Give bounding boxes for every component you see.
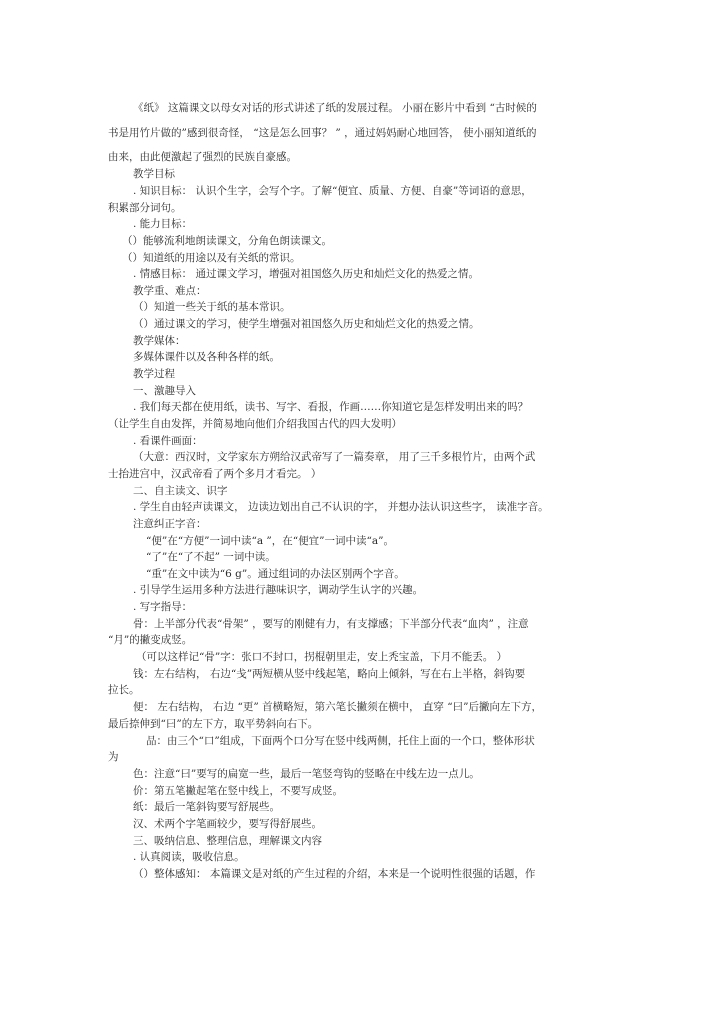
text-line: 士抬进宫中，汉武帝看了两个多月才看完。 ） [108, 468, 322, 480]
text-line: （让学生自由发挥，并简易地向他们介绍我国古代的四大发明） [108, 418, 402, 430]
text-line: . 情感目标： 通过课文学习，增强对祖国悠久历史和灿烂文化的热爱之情。 [133, 268, 480, 280]
text-line: 价：第五笔撇起笔在竖中线上，不要写成竖。 [133, 785, 343, 797]
text-line: . 引导学生运用多种方法进行趣味识字，调动学生认字的兴趣。 [133, 584, 424, 596]
text-line: 二、自主读文、识字 [133, 485, 228, 497]
text-line: “便”在“方便”一词中读“a ”，在“便宜”一词中读“a”。 [146, 535, 395, 547]
text-line: 三、吸纳信息、整理信息，理解课文内容 [133, 835, 322, 847]
text-line: （）通过课文的学习，使学生增强对祖国悠久历史和灿烂文化的热爱之情。 [133, 318, 480, 330]
text-line: . 能力目标： [133, 218, 193, 230]
text-line: 纸：最后一笔斜钩要写舒展些。 [133, 801, 280, 813]
text-line: 积累部分词句。 [108, 202, 182, 214]
text-line: （）能够流利地朗读课文，分角色朗读课文。 [122, 235, 332, 247]
text-line: . 写字指导： [133, 601, 193, 613]
text-line: 教学目标 [133, 168, 175, 180]
text-line: . 我们每天都在使用纸，读书、写字、看报，作画……你知道它是怎样发明出来的吗？ [133, 401, 529, 413]
text-line: 教学过程 [133, 368, 175, 380]
text-line: （）整体感知： 本篇课文是对纸的产生过程的介绍，本来是一个说明性很强的话题，作 [133, 868, 536, 880]
text-line: （大意：西汉时，文学家东方朔给汉武帝写了一篇奏章， 用了三千多根竹片，由两个武 [133, 451, 536, 463]
text-line: 最后捺伸到“曰”的左下方，取平势斜向右下。 [108, 718, 319, 730]
text-line: （可以这样记“骨”字：张口不封口，拐棍朝里走，安上秃宝盖，下月不能丢。 ） [136, 651, 508, 663]
text-line: （）知道一些关于纸的基本常识。 [133, 301, 291, 313]
text-line: 《纸》 这篇课文以母女对话的形式讲述了纸的发展过程。 小丽在影片中看到 “古时候的 [133, 102, 537, 114]
text-line: 教学媒体： [133, 335, 186, 347]
text-line: . 学生自由轻声读课文， 边读边划出自己不认识的字， 并想办法认识这些字， 读准字音。 [133, 501, 549, 513]
text-line: 拉长。 [108, 684, 140, 696]
text-line: 钱：左右结构， 右边“戋”两短横从竖中线起笔，略向上倾斜，写在右上半格，斜钩要 [133, 668, 526, 680]
text-line: . 知识目标： 认识个生字，会写个字。了解“便宜、质量、方便、自豪”等词语的意思， [133, 185, 532, 197]
text-line: （）知道纸的用途以及有关纸的常识。 [122, 252, 301, 264]
text-line: “重”在文中读为“6 g”。通过组词的办法区别两个字音。 [146, 568, 405, 580]
text-line: 教学重、难点： [133, 285, 207, 297]
text-line: 汉、术两个字笔画较少，要写得舒展些。 [133, 818, 322, 830]
text-line: 品：由三个“口”组成，下面两个口分写在竖中线两侧，托住上面的一个口，整体形状 [146, 735, 535, 747]
text-line: 书是用竹片做的”感到很奇怪， “这是怎么回事？ ” ，通过妈妈耐心地回答， 使小丽知道纸的 [108, 127, 537, 139]
text-line: . 认真阅读，吸收信息。 [133, 851, 245, 863]
text-line: . 看课件画面： [133, 435, 203, 447]
text-line: 多媒体课件以及各种各样的纸。 [133, 351, 280, 363]
text-line: 为 [108, 751, 119, 763]
text-line: 色：注意“曰”要写的扁宽一些，最后一笔竖弯钩的竖略在中线左边一点儿。 [133, 768, 480, 780]
text-line: 一、激趣导入 [133, 385, 196, 397]
text-line: 由来，由此便激起了强烈的民族自豪感。 [108, 151, 297, 163]
text-line: 便： 左右结构， 右边 “更” 首横略短，第六笔长撇须在横中， 直穿 “曰”后撇向左下方， [133, 701, 542, 713]
text-line: “了”在“了不起” 一词中读。 [146, 551, 276, 563]
text-line: 注意纠正字音： [133, 518, 207, 530]
text-line: 骨：上半部分代表“骨架” ，要写的刚健有力，有支撑感；下半部分代表“血肉” ，注意 [133, 618, 529, 630]
text-line: “月”的撇变成竖。 [108, 634, 193, 646]
